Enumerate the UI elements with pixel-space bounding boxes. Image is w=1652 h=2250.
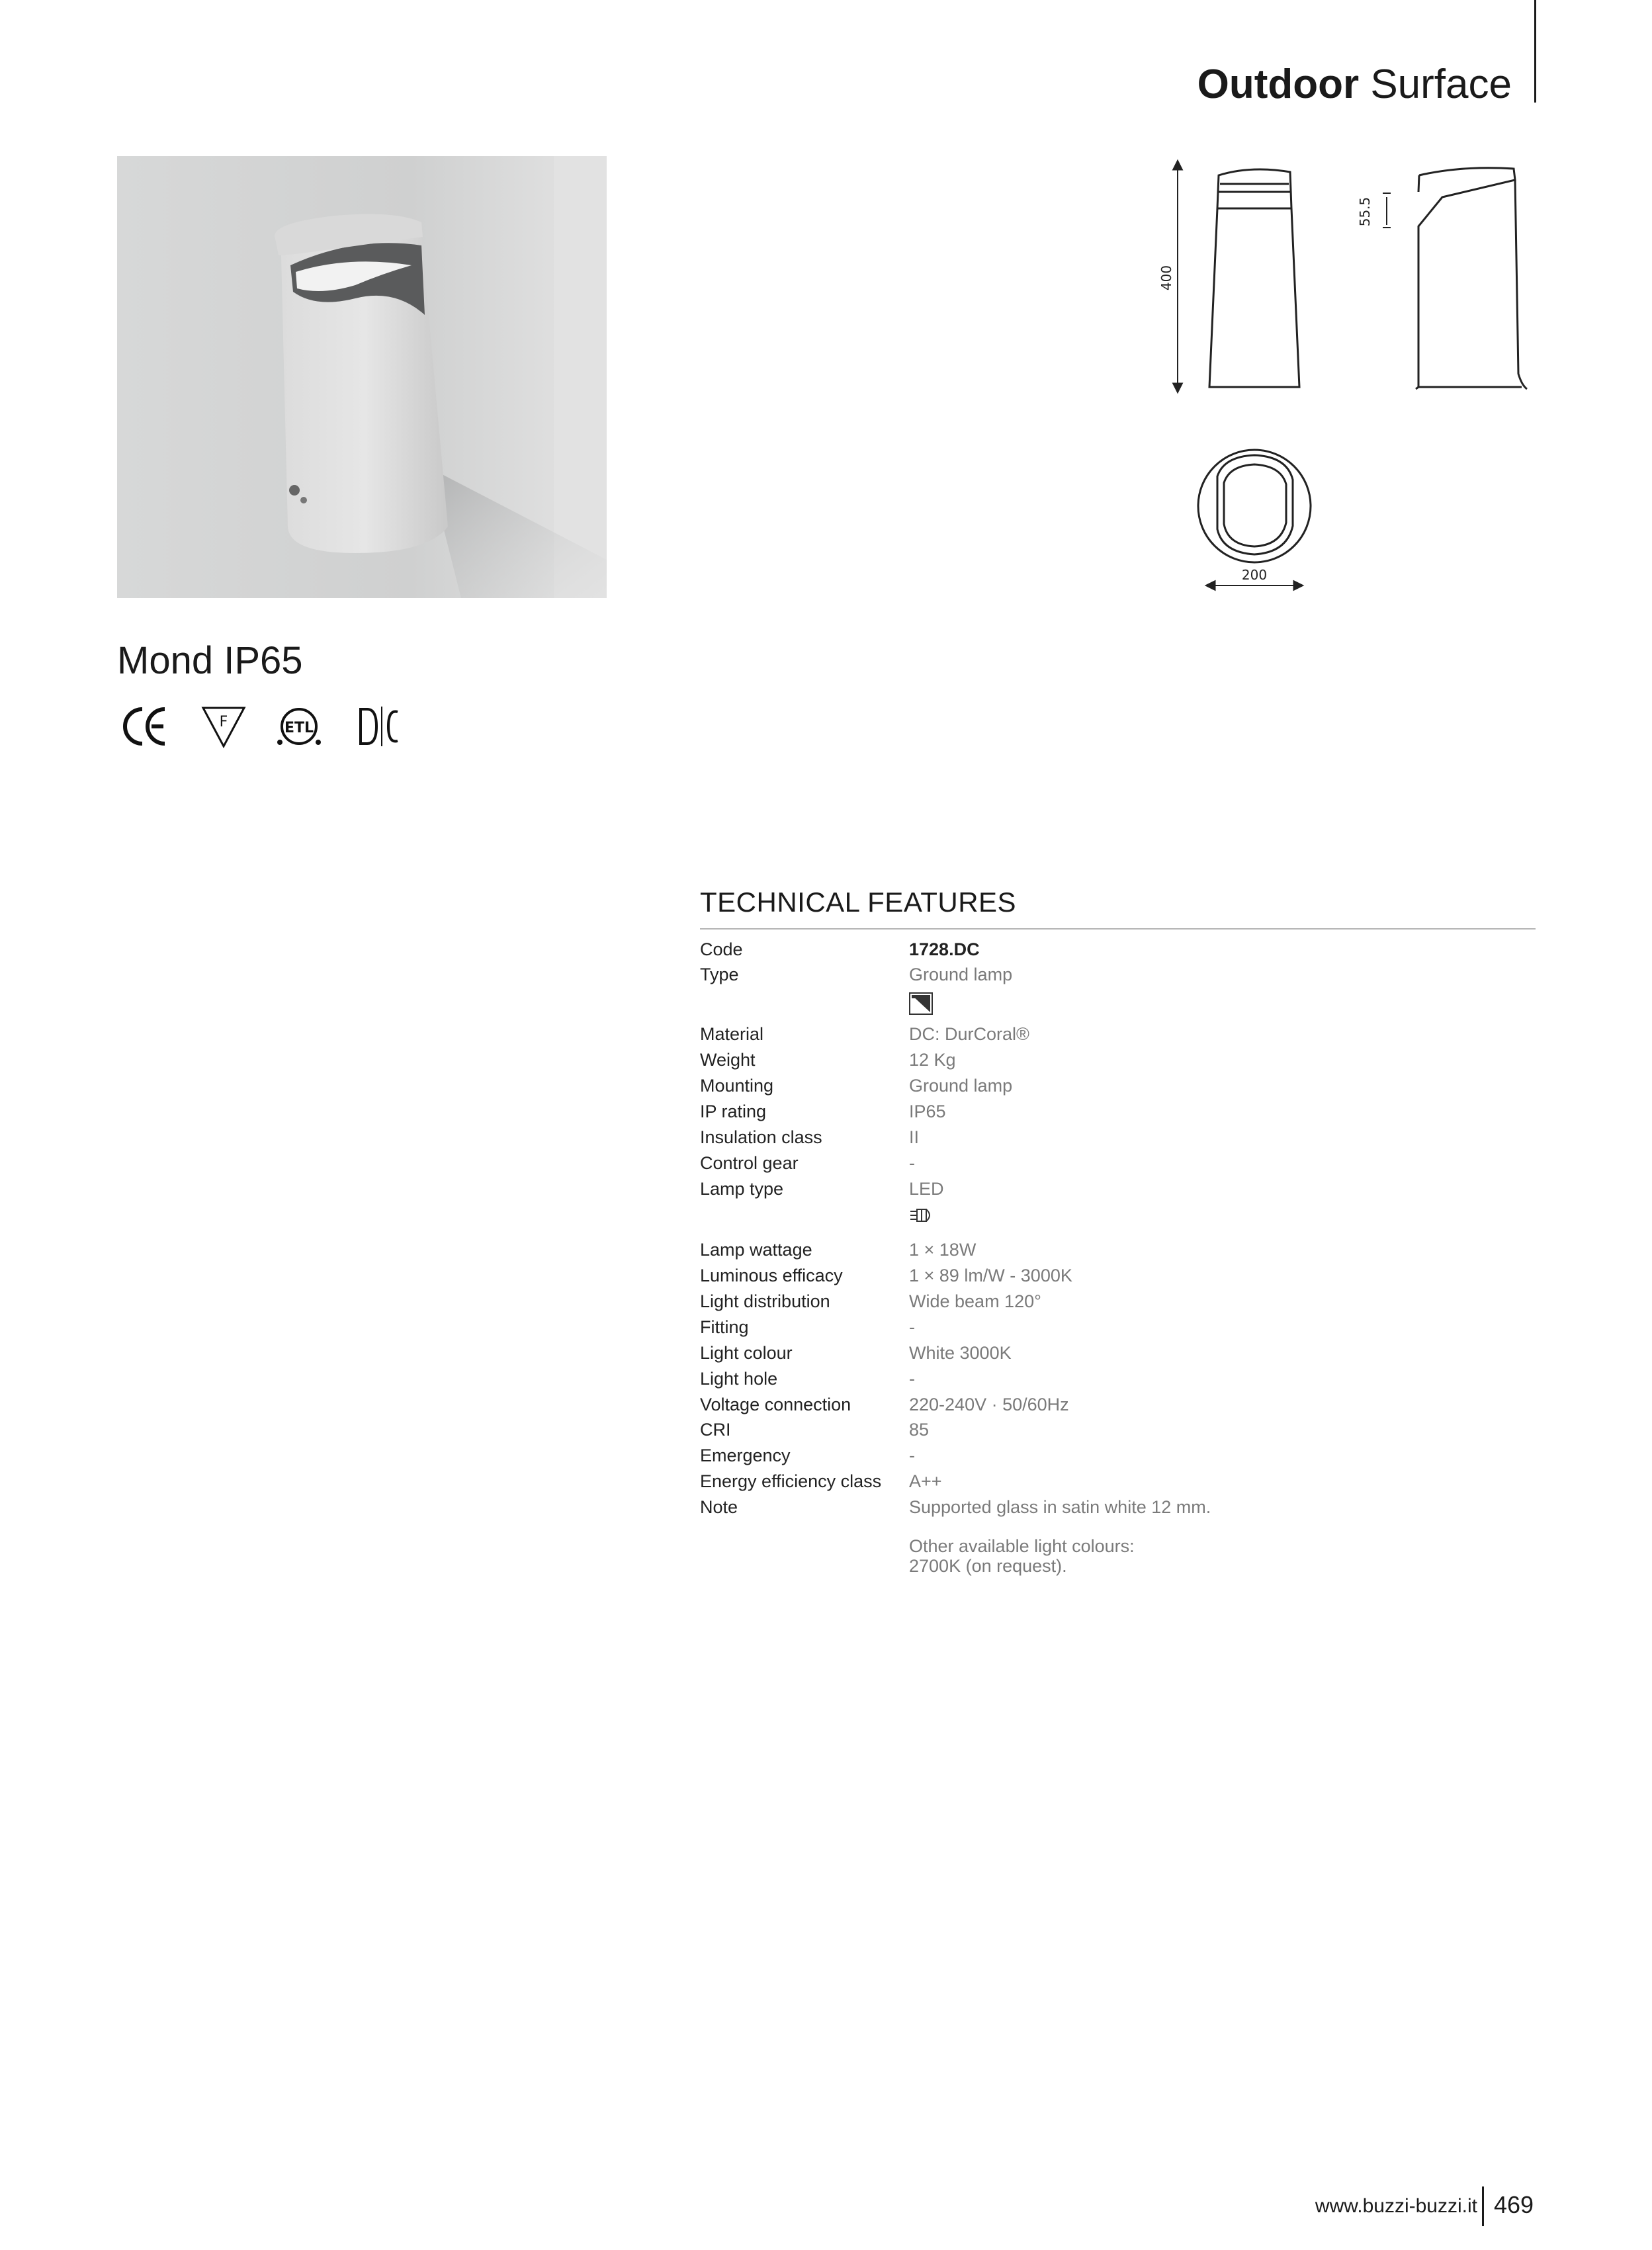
spec-label-voltage-connection: Voltage connection bbox=[700, 1395, 851, 1414]
category-bold: Outdoor bbox=[1197, 62, 1360, 107]
spec-label-control-gear: Control gear bbox=[700, 1153, 799, 1173]
spec-value-material: DC: DurCoral® bbox=[909, 1024, 1029, 1044]
spec-label-fitting: Fitting bbox=[700, 1317, 749, 1337]
spec-value-ip-rating: IP65 bbox=[909, 1102, 946, 1121]
footer-divider bbox=[1482, 2186, 1484, 2226]
spec-value-luminous-efficacy: 1 × 89 lm/W - 3000K bbox=[909, 1266, 1072, 1285]
ce-mark-icon bbox=[125, 709, 165, 744]
spec-value-fitting: - bbox=[909, 1317, 915, 1337]
spec-value-type: Ground lamp bbox=[909, 965, 1013, 984]
led-lamp-icon bbox=[909, 1205, 935, 1225]
spec-label-note: Note bbox=[700, 1497, 738, 1517]
spec-label-ip-rating: IP rating bbox=[700, 1102, 767, 1121]
spec-label-insulation-class: Insulation class bbox=[700, 1127, 822, 1147]
note-extra-line-1: Other available light colours: bbox=[909, 1536, 1135, 1556]
spec-label-emergency: Emergency bbox=[700, 1446, 791, 1465]
spec-value-note: Supported glass in satin white 12 mm. bbox=[909, 1497, 1211, 1517]
slot-dimension: 55.5 bbox=[1357, 196, 1373, 227]
height-dimension: 400 bbox=[1158, 265, 1174, 291]
footer-website: www.buzzi-buzzi.it bbox=[1315, 2195, 1477, 2217]
spec-label-weight: Weight bbox=[700, 1050, 756, 1070]
spec-value-emergency: - bbox=[909, 1446, 915, 1465]
spec-label-light-distribution: Light distribution bbox=[700, 1291, 830, 1311]
svg-text:ETL: ETL bbox=[284, 720, 314, 736]
etl-listed-icon bbox=[277, 709, 321, 745]
product-photo bbox=[117, 156, 607, 598]
certification-marks bbox=[117, 701, 402, 754]
spec-label-lamp-type: Lamp type bbox=[700, 1179, 784, 1199]
spec-label-type: Type bbox=[700, 965, 739, 984]
page-number: 469 bbox=[1494, 2191, 1534, 2218]
dimension-drawing bbox=[1151, 146, 1548, 609]
spec-value-light-distribution: Wide beam 120° bbox=[909, 1291, 1041, 1311]
technical-divider bbox=[700, 928, 1536, 930]
spec-value-light-hole: - bbox=[909, 1369, 915, 1389]
f-triangle-icon bbox=[203, 708, 244, 746]
svg-text:F: F bbox=[219, 714, 228, 730]
spec-value-lamp-wattage: 1 × 18W bbox=[909, 1240, 977, 1260]
diameter-dimension: 200 bbox=[1241, 567, 1268, 583]
spec-value-code: 1728.DC bbox=[909, 939, 980, 959]
note-extra-line-2: 2700K (on request). bbox=[909, 1556, 1067, 1576]
spec-label-light-colour: Light colour bbox=[700, 1343, 793, 1363]
spec-label-cri: CRI bbox=[700, 1420, 731, 1440]
spec-value-energy-efficiency-class: A++ bbox=[909, 1471, 942, 1491]
spec-value-weight: 12 Kg bbox=[909, 1050, 956, 1070]
spec-label-mounting: Mounting bbox=[700, 1076, 774, 1096]
spec-label-energy-efficiency-class: Energy efficiency class bbox=[700, 1471, 882, 1491]
spec-value-mounting: Ground lamp bbox=[909, 1076, 1013, 1096]
category-light: Surface bbox=[1370, 62, 1512, 107]
spec-label-code: Code bbox=[700, 939, 743, 959]
page-category bbox=[1197, 61, 1512, 108]
spec-label-luminous-efficacy: Luminous efficacy bbox=[700, 1266, 843, 1285]
product-title: Mond IP65 bbox=[117, 639, 303, 682]
technical-features-title: TECHNICAL FEATURES bbox=[700, 887, 1017, 918]
spec-value-light-colour: White 3000K bbox=[909, 1343, 1012, 1363]
spec-label-lamp-wattage: Lamp wattage bbox=[700, 1240, 812, 1260]
spec-value-control-gear: - bbox=[909, 1153, 915, 1173]
spec-value-cri: 85 bbox=[909, 1420, 930, 1440]
spec-label-material: Material bbox=[700, 1024, 764, 1044]
header-divider bbox=[1534, 0, 1536, 103]
spec-value-lamp-type: LED bbox=[909, 1179, 944, 1199]
spec-value-insulation-class: II bbox=[909, 1127, 920, 1147]
ground-lamp-type-icon bbox=[909, 992, 933, 1015]
dc-logo-icon bbox=[361, 707, 398, 746]
spec-value-voltage-connection: 220-240V · 50/60Hz bbox=[909, 1395, 1069, 1414]
spec-label-light-hole: Light hole bbox=[700, 1369, 778, 1389]
